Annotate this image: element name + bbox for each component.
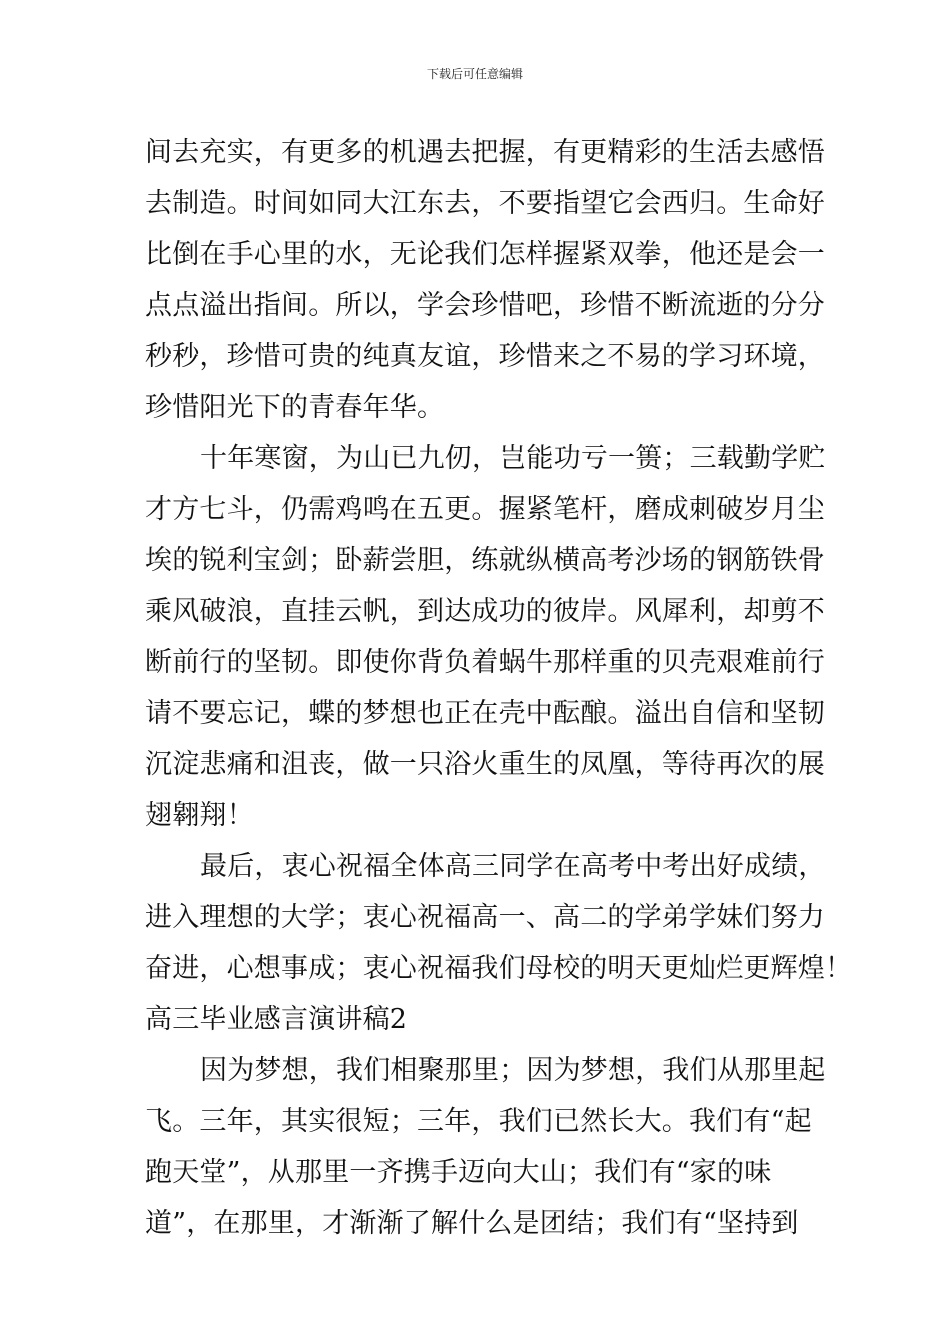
text-line: 点点溢出指间。所以，学会珍惜吧，珍惜不断流逝的分分 (145, 290, 825, 321)
paragraph-start-line: 因为梦想，我们相聚那里；因为梦想，我们从那里起 (200, 1055, 826, 1086)
text-line: 间去充实，有更多的机遇去把握，有更精彩的生活去感悟 (145, 137, 825, 168)
text-line: 埃的锐利宝剑；卧薪尝胆，练就纵横高考沙场的钢筋铁骨 (145, 545, 825, 576)
text-line: 断前行的坚韧。即使你背负着蜗牛那样重的贝壳艰难前行 (145, 647, 825, 678)
text-line: 去制造。时间如同大江东去，不要指望它会西归。生命好 (145, 188, 825, 219)
text-line: 才方七斗，仍需鸡鸣在五更。握紧笔杆，磨成刺破岁月尘 (145, 494, 825, 525)
page-header: 下载后可任意编辑 (426, 67, 523, 81)
text-line: 飞。三年，其实很短；三年，我们已然长大。我们有“起 (145, 1106, 812, 1137)
text-line: 比倒在手心里的水，无论我们怎样握紧双拳，他还是会一 (145, 239, 825, 270)
text-line: 沉淀悲痛和沮丧，做一只浴火重生的凤凰，等待再次的展 (145, 749, 825, 780)
text-line: 跑天堂”，从那里一齐携手迈向大山；我们有“家的味 (145, 1157, 772, 1188)
paragraph-start-line: 十年寒窗，为山已九仞，岂能功亏一篑；三载勤学贮 (200, 443, 826, 474)
section-heading: 高三毕业感言演讲稿2 (145, 1004, 408, 1035)
text-line: 翅翱翔！ (145, 800, 254, 831)
paragraph-start-line: 最后，衷心祝福全体高三同学在高考中考出好成绩， (200, 851, 826, 882)
text-line: 进入理想的大学；衷心祝福高一、高二的学弟学妹们努力 (145, 902, 825, 933)
text-line: 奋进，心想事成；衷心祝福我们母校的明天更灿烂更辉煌！ (145, 953, 853, 984)
document-body (145, 127, 853, 1249)
text-line: 乘风破浪，直挂云帆，到达成功的彼岸。风犀利，却剪不 (145, 596, 825, 627)
text-line: 珍惜阳光下的青春年华。 (145, 392, 445, 423)
text-line: 秒秒，珍惜可贵的纯真友谊，珍惜来之不易的学习环境， (145, 341, 825, 372)
text-line: 道”，在那里，才渐渐了解什么是团结；我们有“坚持到 (145, 1208, 799, 1239)
text-line: 请不要忘记，蝶的梦想也正在壳中酝酿。溢出自信和坚韧 (145, 698, 825, 729)
